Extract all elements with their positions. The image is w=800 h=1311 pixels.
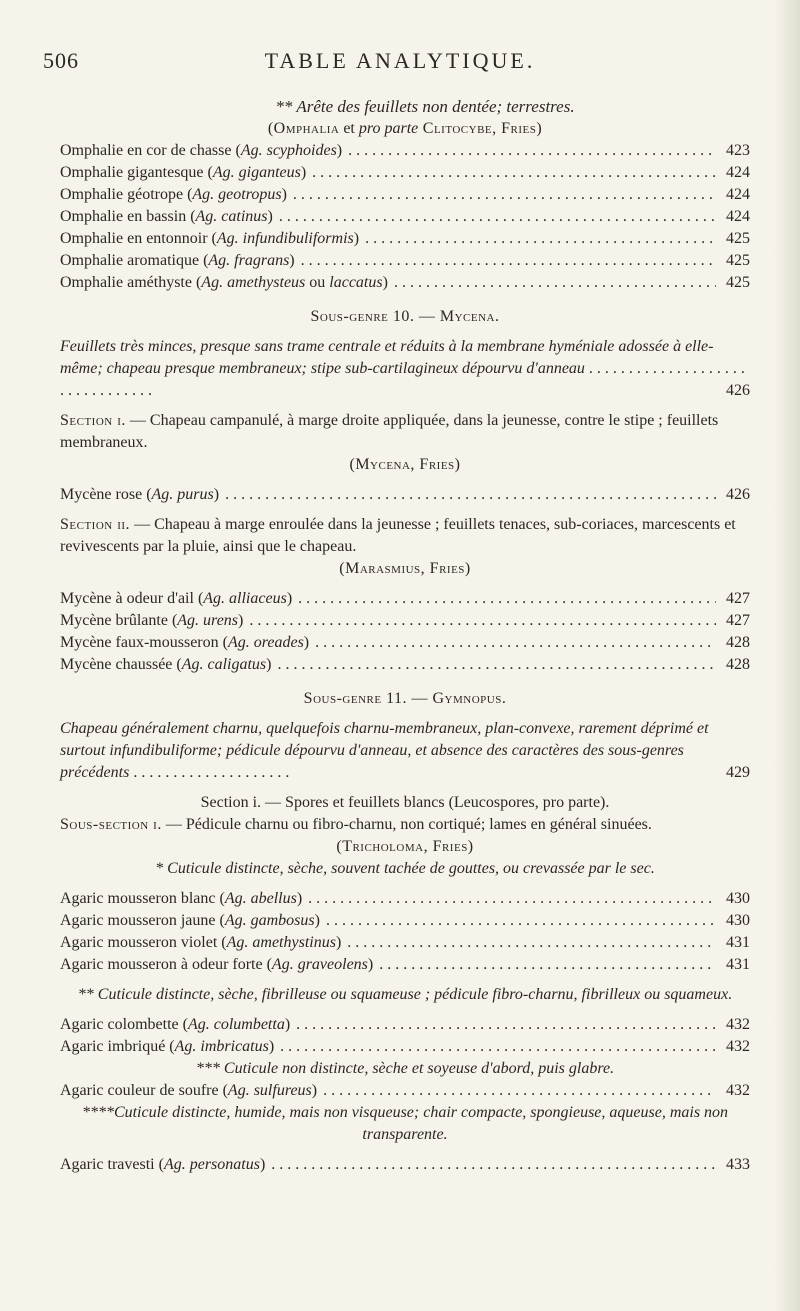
genus-suffix: Clitocybe, Fries) — [418, 120, 543, 137]
entry-latin-name: Ag. columbetta — [187, 1016, 285, 1033]
section-description — [60, 514, 750, 558]
subgenus-heading: Sous-genre 11. — Gymnopus. — [303, 690, 507, 707]
leader-dots — [394, 272, 716, 294]
section-description — [60, 410, 750, 454]
entry-page-number: 424 — [726, 208, 750, 225]
index-entry — [60, 610, 750, 632]
description-page: 426 — [726, 382, 750, 399]
entry-name: Agaric mousseron violet (Ag. amethystinus) — [60, 934, 342, 951]
entry-latin-name: Ag. catinus — [195, 208, 268, 225]
entry-page-number: 424 — [726, 164, 750, 181]
entry-list-marasmius — [60, 588, 750, 676]
description-text: Chapeau généralement charnu, quelquefois charnu-membraneux, plan-convexe, rarement déprimé et surtout infundibuliforme; pédicule dépourvu d'anneau, et absence des caractères des sous-genres précédents — [60, 720, 709, 781]
entry-latin-name: Ag. gambosus — [224, 912, 315, 929]
index-entry — [60, 272, 750, 294]
entry-list-tricholoma-4 — [60, 1154, 750, 1176]
index-entry — [60, 910, 750, 932]
entry-name: Agaric mousseron à odeur forte (Ag. graveolens) — [60, 956, 374, 973]
entry-latin-name: Ag. giganteus — [212, 164, 301, 181]
index-entry — [60, 654, 750, 676]
entry-page-number: 431 — [726, 934, 750, 951]
entry-name: Agaric imbriqué (Ag. imbricatus) — [60, 1038, 275, 1055]
entry-latin-name: Ag. personatus — [163, 1156, 260, 1173]
entry-page-number: 425 — [726, 230, 750, 247]
running-title: TABLE ANALYTIQUE. — [264, 48, 536, 73]
genus-prefix: (Omphalia — [267, 120, 340, 137]
index-entry — [60, 162, 750, 184]
entry-name: Agaric mousseron jaune (Ag. gambosus) — [60, 912, 320, 929]
entry-name: Omphalie gigantesque (Ag. giganteus) — [60, 164, 307, 181]
entry-list-tricholoma-3 — [60, 1080, 750, 1102]
leader-dots — [347, 932, 716, 954]
leader-dots — [312, 162, 716, 184]
entry-name: Omphalie en cor de chasse (Ag. scyphoides) — [60, 142, 343, 159]
leader-dots — [315, 632, 716, 654]
index-entry — [60, 250, 750, 272]
entry-list-omphalia — [60, 140, 750, 294]
index-entry — [60, 484, 750, 506]
entry-latin-name: Ag. caligatus — [181, 656, 267, 673]
entry-list-mycena — [60, 484, 750, 506]
entry-name: Agaric travesti (Ag. personatus) — [60, 1156, 266, 1173]
entry-name: Mycène rose (Ag. purus) — [60, 486, 220, 503]
page-number: 506 — [43, 48, 79, 73]
genus-reference: (Marasmius, Fries) — [339, 560, 471, 577]
leader-dots — [280, 1036, 716, 1058]
group-heading: ****Cuticule distincte, humide, mais non visqueuse; chair compacte, spongieuse, aqueuse, mais non transparente. — [81, 1104, 729, 1143]
entry-name: Omphalie en entonnoir (Ag. infundibuliformis) — [60, 230, 360, 247]
entry-name: Agaric colombette (Ag. columbetta) — [60, 1016, 291, 1033]
subgenus-description: Chapeau généralement charnu, quelquefois charnu-membraneux, plan-convexe, rarement déprimé et surtout infundibuliforme; pédicule dépourvu d'anneau, et absence des caractères des sous-genres précédents . . . . . . . . . . . . . . . . . . . . 429 — [60, 718, 750, 784]
leader-dots — [225, 484, 716, 506]
leader-dots — [271, 1154, 716, 1176]
entry-list-tricholoma-1 — [60, 888, 750, 976]
leader-dots — [293, 184, 716, 206]
group-heading: * Cuticule distincte, sèche, souvent tachée de gouttes, ou crevassée par le sec. — [155, 860, 655, 877]
entry-page-number: 428 — [726, 656, 750, 673]
index-entry — [60, 228, 750, 250]
subgenus-heading: Sous-genre 10. — Mycena. — [310, 308, 500, 325]
entry-page-number: 427 — [726, 612, 750, 629]
entry-latin-name: Ag. amethystinus — [226, 934, 336, 951]
entry-page-number: 430 — [726, 912, 750, 929]
leader-dots — [298, 588, 716, 610]
entry-name: Mycène chaussée (Ag. caligatus) — [60, 656, 272, 673]
entry-name: Agaric mousseron blanc (Ag. abellus) — [60, 890, 303, 907]
entry-latin-name: Ag. amethysteus — [201, 274, 306, 291]
description-page: 429 — [726, 764, 750, 781]
index-entry — [60, 1036, 750, 1058]
genus-reference — [60, 118, 750, 140]
index-entry — [60, 932, 750, 954]
index-entry — [60, 1080, 750, 1102]
entry-list-tricholoma-2 — [60, 1014, 750, 1058]
entry-page-number: 431 — [726, 956, 750, 973]
index-entry — [60, 206, 750, 228]
index-entry — [60, 140, 750, 162]
leader-dots — [326, 910, 716, 932]
entry-page-number: 427 — [726, 590, 750, 607]
entry-name: Mycène faux-mousseron (Ag. oreades) — [60, 634, 310, 651]
group-heading: ** Cuticule distincte, sèche, fibrilleuse ou squameuse ; pédicule fibro-charnu, fibrilleux ou squameux. — [77, 986, 733, 1003]
index-entry — [60, 888, 750, 910]
leader-dots — [365, 228, 716, 250]
entry-latin-name: Ag. sulfureus — [227, 1082, 312, 1099]
index-entry — [60, 1014, 750, 1036]
entry-latin-name: Ag. urens — [177, 612, 239, 629]
section-label: Section ii. — [60, 516, 131, 533]
group-heading: *** Cuticule non distincte, sèche et soyeuse d'abord, puis glabre. — [195, 1060, 615, 1077]
leader-dots — [301, 250, 716, 272]
entry-page-number: 432 — [726, 1038, 750, 1055]
entry-page-number: 425 — [726, 274, 750, 291]
entry-page-number: 430 — [726, 890, 750, 907]
entry-name: Agaric couleur de soufre (Ag. sulfureus) — [60, 1082, 318, 1099]
subsection-text: — Pédicule charnu ou fibro-charnu, non cortiqué; lames en général sinuées. — [161, 816, 652, 833]
leader-dots — [308, 888, 716, 910]
entry-name: Mycène à odeur d'ail (Ag. alliaceus) — [60, 590, 293, 607]
section-label: Section i. — [60, 412, 126, 429]
description-text: Feuillets très minces, presque sans trame centrale et réduits à la membrane hyméniale adossée à elle-même; chapeau presque membraneux; stipe sub-cartilagineux dépourvu d'anneau — [60, 338, 714, 377]
genus-reference: (Tricholoma, Fries) — [336, 838, 474, 855]
entry-page-number: 428 — [726, 634, 750, 651]
index-entry — [60, 1154, 750, 1176]
entry-page-number: 432 — [726, 1016, 750, 1033]
entry-name: Mycène brûlante (Ag. urens) — [60, 612, 244, 629]
leader-dots — [249, 610, 716, 632]
entry-page-number: 432 — [726, 1082, 750, 1099]
entry-latin-name: Ag. geotropus — [192, 186, 282, 203]
section-text: — Chapeau à marge enroulée dans la jeunesse ; feuillets tenaces, sub-coriaces, marcescents et revivescents par la pluie, ainsi que le chapeau. — [60, 516, 736, 555]
entry-name: Omphalie aromatique (Ag. fragrans) — [60, 252, 295, 269]
entry-page-number: 423 — [726, 142, 750, 159]
subsection-label: Sous-section i. — [60, 816, 162, 833]
leader-dots — [348, 140, 716, 162]
index-entry — [60, 632, 750, 654]
leader-dots — [277, 654, 716, 676]
page-content — [60, 96, 750, 1176]
leader-dots — [279, 206, 716, 228]
entry-latin-name: Ag. scyphoides — [240, 142, 337, 159]
entry-latin-name: Ag. graveolens — [271, 956, 368, 973]
entry-page-number: 433 — [726, 1156, 750, 1173]
entry-name: Omphalie géotrope (Ag. geotropus) — [60, 186, 287, 203]
section-text: — Chapeau campanulé, à marge droite appliquée, dans la jeunesse, contre le stipe ; feuillets membraneux. — [60, 412, 719, 451]
index-entry — [60, 184, 750, 206]
entry-page-number: 425 — [726, 252, 750, 269]
entry-latin-name: Ag. purus — [151, 486, 214, 503]
group-heading: ** Arête des feuillets non dentée; terrestres. — [275, 97, 575, 116]
entry-page-number: 426 — [726, 486, 750, 503]
genus-pro-parte: pro parte — [358, 120, 419, 137]
entry-name: Omphalie améthyste (Ag. amethysteus ou laccatus) — [60, 274, 388, 291]
leader-dots — [323, 1080, 716, 1102]
leader-dots — [296, 1014, 716, 1036]
subsection-description — [60, 814, 750, 836]
entry-name: Omphalie en bassin (Ag. catinus) — [60, 208, 273, 225]
index-entry — [60, 954, 750, 976]
entry-page-number: 424 — [726, 186, 750, 203]
entry-latin-name: Ag. abellus — [224, 890, 297, 907]
entry-latin-name: Ag. oreades — [227, 634, 304, 651]
genus-reference: (Mycena, Fries) — [349, 456, 461, 473]
subgenus-description: Feuillets très minces, presque sans trame centrale et réduits à la membrane hyméniale adossée à elle-même; chapeau presque membraneux; stipe sub-cartilagineux dépourvu d'anneau . . . . . . . . . . . . . . . . . . . . . . . . . . . . . . . . 426 — [60, 336, 750, 402]
entry-latin-name: Ag. alliaceus — [203, 590, 287, 607]
leader-dots — [379, 954, 716, 976]
entry-latin-name: Ag. fragrans — [208, 252, 290, 269]
page-edge-shadow — [774, 0, 800, 1311]
genus-et: et — [339, 120, 359, 137]
index-entry — [60, 588, 750, 610]
entry-latin-name: Ag. infundibuliformis — [216, 230, 354, 247]
entry-latin-name: Ag. imbricatus — [174, 1038, 269, 1055]
section-heading: Section i. — Spores et feuillets blancs (Leucospores, pro parte). — [200, 794, 610, 811]
